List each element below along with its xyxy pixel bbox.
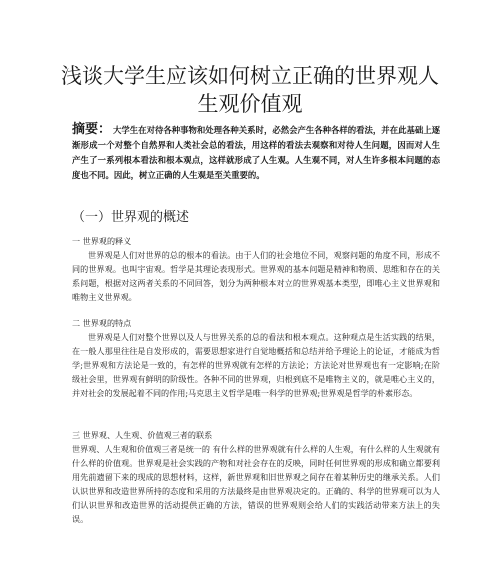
title-line-2: 生观价值观 [197,92,303,116]
paragraph-features: 世界观是人们对整个世界以及人与世界关系的总的看法和根本观点。这种观点是生活实践的结果，在一般人那里往往是自发形成的，需要思想家进行自觉地概括和总结并给予理论上的论证，才能成为哲学;世界观和方法论是一致的，有怎样的世界观就有怎样的方法论；方法论对世界观也有一定影响;在阶级社会里，世界观有鲜明的阶级性。各种不同的世界观，归根到底不是唯物主义的，就是唯心主义的，并对社会的发展起着不同的作用;马克思主义哲学是唯一科学的世界观;世界观是哲学的朴素形态。 [72,332,440,398]
section-heading: （一）世界观的概述 [72,210,190,225]
subheading-features: 二 世界观的特点 [72,318,132,328]
paragraph-definition: 世界观是人们对世界的总的根本的看法。由于人们的社会地位不同，观察问题的角度不同，形成不同的世界观。也叫宇宙观。哲学是其理论表现形式。世界观的基本问题是精神和物质、思维和存在的关系问题，根据对这两者关系的不同回答，划分为两种根本对立的世界观基本类型，即唯心主义世界观和唯物主义世界观。 [72,250,440,302]
abstract-label: 摘要： [72,122,112,137]
title-line-1: 浅谈大学生应该如何树立正确的世界观人 [61,64,439,88]
subheading-relation: 三 世界观、人生观、价值观三者的联系 [72,430,213,440]
paragraph-relation: 世界观、人生观和价值观三者是统一的 有什么样的世界观就有什么样的人生观，有什么样的人生观就有什么样的价值观。世界观是社会实践的产物和对社会存在的反映，同时任何世界观的形成和确立都要利用先前遗留下来的现成的思想材料，这样，新世界观和旧世界观之间存在着某种历史的继承关系。人们认识世界和改造世界所持的态度和采用的方法最终是由世界观决定的。正确的、科学的世界观可以为人们认识世界和改造世界的活动提供正确的方法，错误的世界观则会给人们的实践活动带来方法上的失误。 [72,444,440,524]
abstract-text: 大学生在对待各种事物和处理各种关系时，必然会产生各种各样的看法，并在此基础上逐渐形成一个对整个自然界和人类社会总的看法，用这样的看法去观察和对待人生问题，因而对人生产生了一系列根本看法和根本观点，这样就形成了人生观。人生观不同，对人生许多根本问题的态度也不同。因此，树立正确的人生观是至关重要的。 [72,125,440,180]
document-title [20,62,480,118]
abstract [72,122,440,183]
subheading-definition: 一 世界观的释义 [72,236,132,246]
